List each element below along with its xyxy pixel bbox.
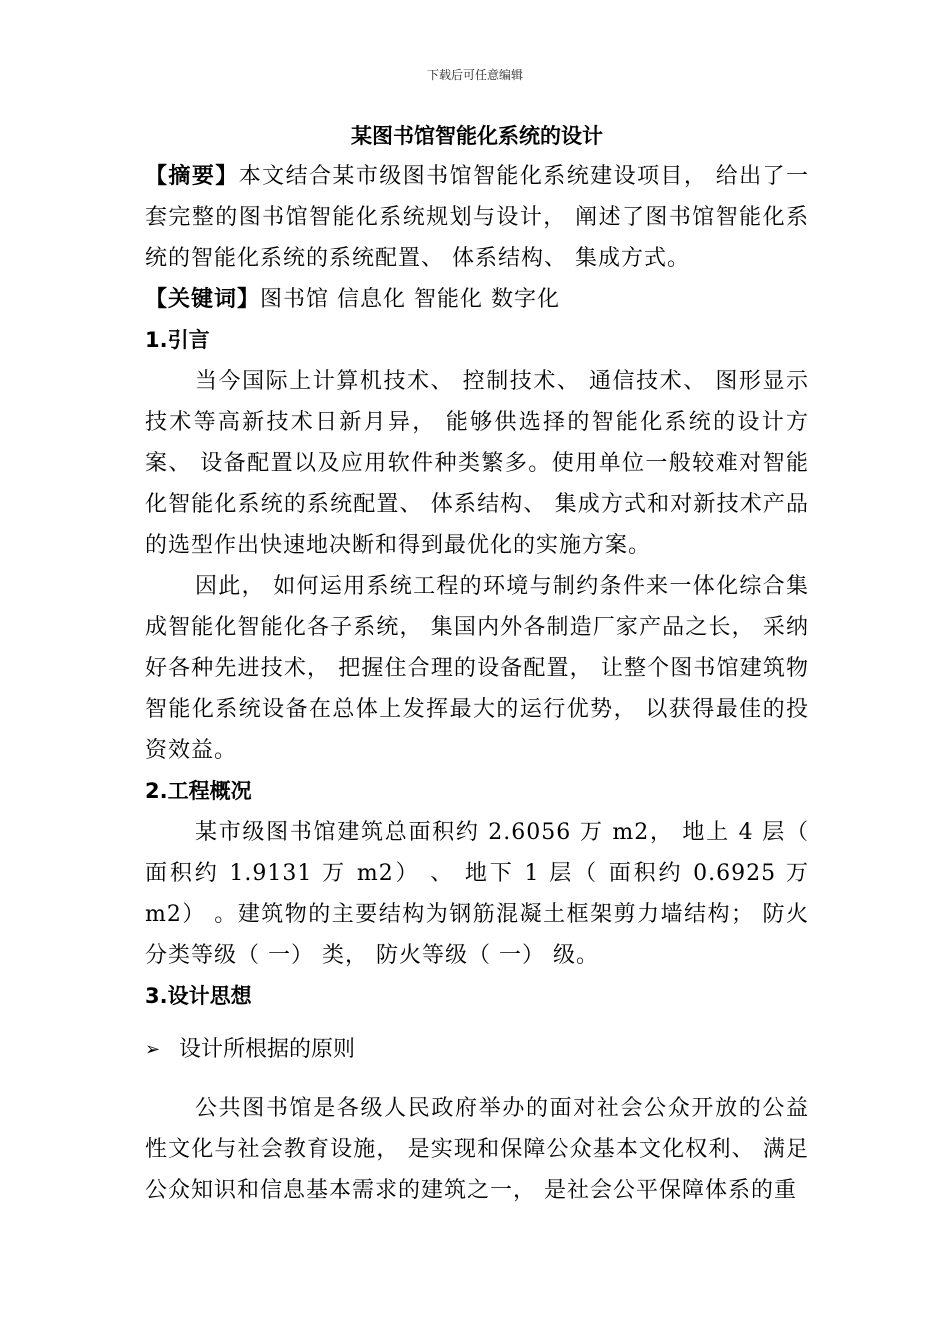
introduction-paragraph-2: 因此， 如何运用系统工程的环境与制约条件来一体化综合集成智能化智能化各子系统， 集国内外各制造厂家产品之长， 采纳好各种先进技术， 把握住合理的设备配置， 让整个图书馆建筑物智能化系统设备在总体上发挥最大的运行优势， 以获得最佳的投资效益。 (145, 574, 809, 763)
bullet-item-design-principles (145, 1029, 809, 1070)
keywords-label: 【关键词】 (145, 287, 261, 312)
section-heading-design-thinking: 3.设计思想 (145, 984, 252, 1008)
introduction-paragraph-1: 当今国际上计算机技术、 控制技术、 通信技术、 图形显示技术等高新技术日新月异， 能够供选择的智能化系统的设计方案、 设备配置以及应用软件种类繁多。使用单位一般较难对智能化智能化系统的系统配置、 体系结构、 集成方式和对新技术产品的选型作出快速地决断和得到最优化的实施方案。 (145, 369, 809, 558)
section-heading-project-overview: 2.工程概况 (145, 779, 252, 803)
section-heading-introduction: 1.引言 (145, 328, 210, 352)
document-title: 某图书馆智能化系统的设计 (351, 124, 603, 148)
abstract-paragraph (145, 156, 809, 279)
keywords-paragraph (145, 279, 809, 320)
abstract-label: 【摘要】 (145, 164, 239, 189)
keywords-text: 图书馆 信息化 智能化 数字化 (260, 287, 560, 312)
abstract-text: 本文结合某市级图书馆智能化系统建设项目， 给出了一套完整的图书馆智能化系统规划与设计， 阐述了图书馆智能化系统的智能化系统的系统配置、 体系结构、 集成方式。 (145, 164, 809, 271)
design-thinking-paragraph: 公共图书馆是各级人民政府举办的面对社会公众开放的公益性文化与社会教育设施， 是实现和保障公众基本文化权利、 满足公众知识和信息基本需求的建筑之一， 是社会公平保障体系的重 (145, 1096, 809, 1203)
arrow-bullet-icon: ➢ (145, 1039, 161, 1060)
document-body (145, 116, 809, 1211)
bullet-text: 设计所根据的原则 (179, 1037, 356, 1062)
header-note: 下载后可任意编辑 (426, 68, 523, 82)
project-overview-paragraph: 某市级图书馆建筑总面积约 2.6056 万 m2， 地上 4 层（ 面积约 1.9131 万 m2） 、 地下 1 层（ 面积约 0.6925 万 m2） 。建筑物的主要结构为钢筋混凝土框架剪力墙结构； 防火分类等级（ 一） 类， 防火等级（ 一） 级。 (145, 820, 809, 968)
